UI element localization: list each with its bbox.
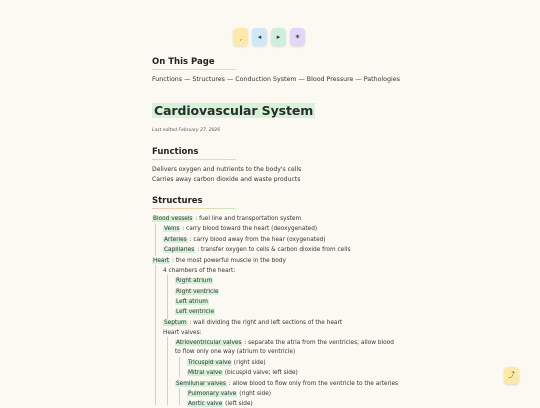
last-edited: Last edited February 27, 2026	[152, 128, 221, 133]
term-highlight: Mitral valve	[188, 370, 222, 376]
list-item: 4 chambers of the heart:	[163, 268, 236, 274]
list-item: Pulmonary valve (right side)	[188, 391, 272, 397]
play-forward-icon: ▸	[276, 33, 281, 41]
list-item: Mitral valve (bicuspid valve; left side)	[188, 370, 298, 376]
comma-button[interactable]	[233, 28, 248, 46]
term-highlight: Right atrium	[176, 278, 213, 284]
term-highlight: Pulmonary valve	[188, 391, 237, 397]
term-highlight: Capillaries	[164, 247, 195, 253]
list-item: to flow only one way (atrium to ventricle)	[175, 349, 296, 355]
heading-underline	[152, 69, 236, 70]
term-highlight: Atrioventricular valves	[176, 340, 242, 346]
page-title: Cardiovascular System	[154, 103, 314, 118]
list-item: Veins : carry blood toward the heart (deoxygenated)	[164, 226, 318, 232]
scroll-to-top-icon: ⤴	[508, 371, 515, 379]
indent-guide	[167, 337, 168, 405]
play-back-icon: ◂	[257, 33, 262, 41]
indent-guide	[179, 388, 180, 405]
term-highlight: Arteries	[164, 237, 187, 243]
comma-icon: ˏ	[238, 33, 243, 41]
indent-guide	[167, 275, 168, 319]
term-highlight: Left ventricle	[176, 309, 215, 315]
scroll-to-top-button[interactable]	[504, 367, 519, 384]
list-item	[175, 277, 213, 285]
sparkle-icon: ✶	[294, 33, 301, 41]
indent-guide	[179, 357, 180, 377]
list-item: Heart : the most powerful muscle in the body	[153, 258, 286, 264]
table-of-contents[interactable]: Functions — Structures — Conduction System — Blood Pressure — Pathologies	[152, 76, 400, 83]
sparkle-button[interactable]	[290, 28, 305, 46]
list-item: Blood vessels : fuel line and transportation system	[153, 216, 302, 222]
term-highlight: Septum	[164, 320, 187, 326]
list-item: Atrioventricular valves : separate the atria from the ventricles; allow blood	[176, 340, 394, 346]
term-highlight: Left atrium	[176, 299, 208, 305]
term-highlight: Semilunar valves	[176, 381, 226, 387]
list-item: Semilunar valves : allow blood to flow only from the ventricle to the arteries	[176, 381, 399, 387]
list-item	[175, 308, 215, 316]
play-forward-button[interactable]	[271, 28, 286, 46]
indent-guide	[155, 265, 156, 405]
structures-heading: Structures	[152, 196, 203, 206]
list-item	[175, 288, 219, 296]
term-highlight: Tricuspid valve	[188, 360, 231, 366]
on-this-page-heading: On This Page	[152, 57, 215, 67]
term-highlight: Heart	[153, 258, 170, 264]
list-item: Tricuspid valve (right side)	[188, 360, 266, 366]
term-highlight: Blood vessels	[153, 216, 193, 222]
list-item: Capillaries : transfer oxygen to cells & carbon dioxide from cells	[164, 247, 351, 253]
indent-guide	[155, 224, 156, 256]
toolbar	[233, 28, 305, 46]
term-highlight: Aortic valve	[188, 401, 223, 407]
list-item: Aortic valve (left side)	[188, 401, 253, 407]
functions-line: Delivers oxygen and nutrients to the body's cells	[152, 166, 302, 173]
term-highlight: Veins	[164, 226, 180, 232]
heading-underline	[152, 159, 236, 160]
functions-line: Carries away carbon dioxide and waste products	[152, 176, 301, 183]
heading-underline	[152, 208, 236, 209]
play-back-button[interactable]	[252, 28, 267, 46]
functions-heading: Functions	[152, 147, 199, 157]
list-item: Heart valves:	[163, 330, 202, 336]
list-item: Arteries : carry blood away from the hear (oxygenated)	[164, 237, 326, 243]
list-item: Septum : wall dividing the right and left sections of the heart	[164, 320, 343, 326]
term-highlight: Right ventricle	[176, 289, 219, 295]
list-item	[175, 298, 209, 306]
